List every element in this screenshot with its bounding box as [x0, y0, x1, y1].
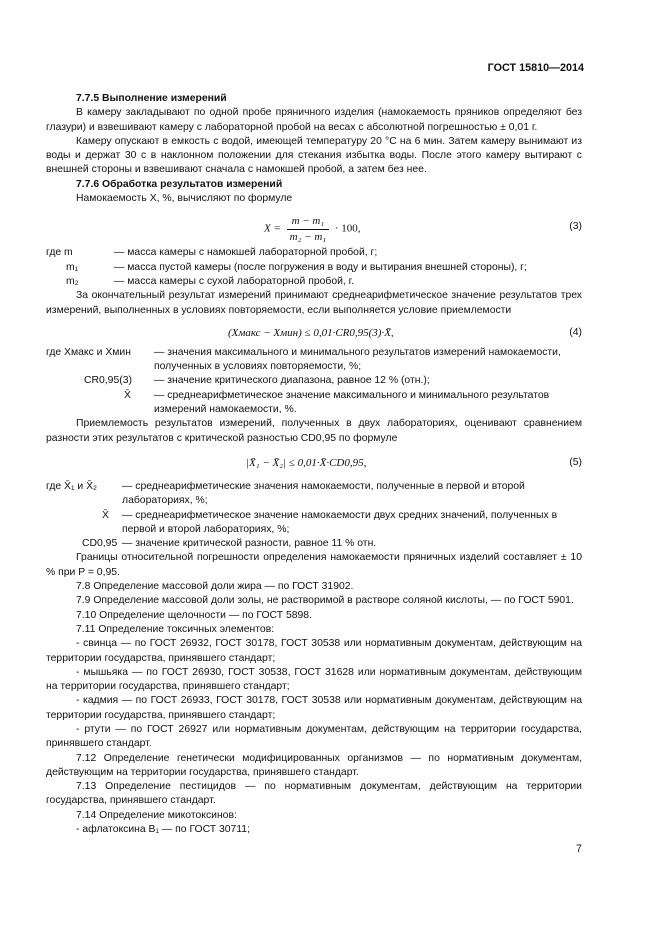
- fraction-numerator: m − m₁: [287, 214, 329, 229]
- where-definition: — значение критической разности, равное 11 % отн.: [122, 538, 377, 550]
- where-definition: — масса пустой камеры (после погружения в воду и вытирания внешней стороны), г;: [114, 261, 527, 273]
- where-term: m₂: [66, 275, 79, 287]
- section-7-12: 7.12 Определение генетически модифицированных организмов — по нормативным документам, действующим на территории государства, принявшего стандарт.: [46, 752, 582, 778]
- section-7-8: 7.8 Определение массовой доли жира — по ГОСТ 31902.: [76, 581, 354, 593]
- formula-4: [46, 318, 582, 346]
- where-definition: — среднеарифметическое значение максимального и минимального результатов измерений намокаемости, %.: [154, 389, 550, 416]
- paragraph: За окончательный результат измерений принимают среднеарифметическое значение результатов трех измерений, выполненных в условиях повторяемости, если выполняется условие приемлемости: [46, 290, 582, 316]
- formula-number: (5): [569, 456, 582, 468]
- where-term: где Xмакс и Xмин: [46, 346, 131, 358]
- formula-3: [46, 206, 582, 246]
- page-number: 7: [576, 843, 582, 855]
- where-item: [46, 275, 582, 289]
- standard-header: ГОСТ 15810—2014: [487, 62, 584, 74]
- formula-lhs: X =: [264, 222, 281, 235]
- list-item: - кадмия — по ГОСТ 26933, ГОСТ 30178, ГОСТ 30538 или нормативным документам, действующим на территории государства, принявшего стандарт;: [46, 695, 582, 721]
- where-item: [46, 246, 582, 260]
- list-item: - мышьяка — по ГОСТ 26930, ГОСТ 30538, ГОСТ 31628 или нормативным документам, действующим на территории государства, принявшего стандарт;: [46, 666, 582, 693]
- where-definition: — среднеарифметические значения намокаемости, полученные в первой и второй лабораториях, %;: [122, 480, 525, 507]
- where-term: CD0,95: [82, 538, 118, 550]
- where-item: [46, 261, 582, 275]
- where-definition: — значение критического диапазона, равное 12 % (отн.);: [154, 375, 430, 387]
- where-term: где X̄₁ и X̄₂: [46, 480, 98, 492]
- where-item: [46, 374, 582, 388]
- where-definition: — масса камеры с намокшей лабораторной пробой, г;: [114, 247, 378, 259]
- paragraph: Границы относительной погрешности определения намокаемости пряничных изделий составляет ± 10 % при P = 0,95.: [46, 552, 582, 578]
- where-definition: — значения максимального и минимального результатов измерений намокаемости, полученных в условиях повторяемости, %;: [154, 346, 561, 373]
- section-7-7-5-title: 7.7.5 Выполнение измерений: [76, 93, 227, 104]
- paragraph: Приемлемость результатов измерений, полученных в двух лабораториях, оценивают сравнением разности этих результатов с критической разностью CD0,95 по формуле: [46, 418, 582, 444]
- formula-expression: |X̄₁ − X̄₂| ≤ 0,01·X̄·CD0,95,: [246, 456, 367, 469]
- section-7-11: 7.11 Определение токсичных элементов:: [76, 623, 275, 635]
- list-item: - ртути — по ГОСТ 26927 или нормативным документам, действующим на территории государства, принявшего стандарт.: [46, 723, 582, 750]
- paragraph: Камеру опускают в емкость с водой, имеющей температуру 20 °С на 6 мин. Затем камеру вынимают из воды и держат 30 с в наклонном положении для стекания избытка воды. После этого камеру вытирают с внешней стороны и взвешивают сначала с намокшей пробой, а затем без нее.: [46, 135, 582, 176]
- where-term: X̄: [124, 389, 131, 401]
- where-item: [46, 389, 582, 418]
- fraction-denominator: m₂ − m₁: [289, 230, 327, 243]
- formula-multiplier: · 100,: [334, 222, 361, 235]
- paragraph: Намокаемость X, %, вычисляют по формуле: [76, 193, 293, 205]
- paragraph: В камеру закладывают по одной пробе пряничного изделия (намокаемость пряников определяют без глазури) и взвешивают камеру с лабораторной пробой на весах с абсолютной погрешностью ± 0,01 г.: [46, 107, 582, 133]
- where-term: X̄: [102, 509, 109, 521]
- document-body: [46, 92, 582, 837]
- list-item: - афлатоксина B₁ — по ГОСТ 30711;: [76, 824, 250, 836]
- where-term: CR0,95(3): [84, 375, 132, 387]
- where-term: m₁: [66, 261, 79, 273]
- formula-expression: (Xмакс − Xмин) ≤ 0,01·CR0,95(3)·X̄,: [228, 326, 394, 339]
- where-definition: — среднеарифметическое значение намокаемости двух средних значений, полученных в первой и второй лабораториях, %;: [122, 509, 558, 535]
- where-definition: — масса камеры с сухой лабораторной пробой, г.: [114, 275, 355, 287]
- section-7-9: 7.9 Определение массовой доли золы, не растворимой в растворе соляной кислоты, — по ГОСТ 5901.: [76, 595, 574, 607]
- formula-number: (4): [569, 326, 582, 338]
- formula-number: (3): [569, 221, 582, 233]
- where-item: [46, 537, 582, 551]
- fraction: [287, 214, 329, 244]
- where-item: [46, 346, 582, 375]
- section-7-7-6-title: 7.7.6 Обработка результатов измерений: [76, 178, 283, 190]
- section-7-13: 7.13 Определение пестицидов — по нормативным документам, действующим на территории государства, принявшего стандарт.: [46, 781, 582, 807]
- where-item: [46, 509, 582, 538]
- formula-5: [46, 446, 582, 480]
- list-item: - свинца — по ГОСТ 26932, ГОСТ 30178, ГОСТ 30538 или нормативным документам, действующим на территории государства, принявшего стандарт;: [46, 638, 582, 664]
- where-term: где m: [46, 247, 73, 259]
- section-7-10: 7.10 Определение щелочности — по ГОСТ 5898.: [76, 609, 312, 621]
- where-item: [46, 480, 582, 509]
- section-7-14: 7.14 Определение микотоксинов:: [76, 809, 237, 821]
